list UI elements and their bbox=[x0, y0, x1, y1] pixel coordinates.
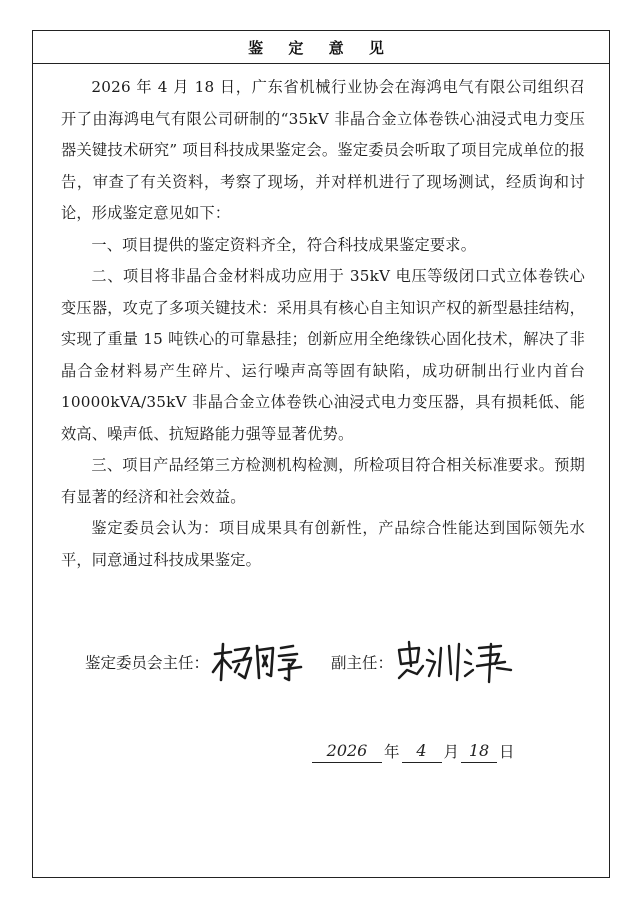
opinion-body bbox=[33, 64, 609, 576]
signature-row bbox=[85, 640, 523, 684]
paragraph-conclusion: 鉴定委员会认为：项目成果具有创新性，产品综合性能达到国际领先水平，同意通过科技成果鉴定。 bbox=[61, 519, 585, 569]
date-month: 4 bbox=[402, 740, 442, 763]
paragraph-point-2: 二、项目将非晶合金材料成功应用于 35kV 电压等级闭口式立体卷铁心变压器，攻克了多项关键技术：采用具有核心自主知识产权的新型悬挂结构，实现了重量 15 吨铁心的可靠悬挂；创新应用全绝缘铁心固化技术，解决了非晶合金材料易产生碎片、运行噪声高等固有缺陷，成功研制出行业内首台 10000kVA/35kV 非晶合金立体卷铁心油浸式电力变压器，具有损耗低、能效高、噪声低、抗短路能力强等显著优势。 bbox=[61, 267, 585, 443]
paragraph-point-3: 三、项目产品经第三方检测机构检测，所检项目符合相关标准要求。预期有显著的经济和社会效益。 bbox=[61, 456, 585, 506]
date-year: 2026 bbox=[312, 740, 382, 763]
paragraph-point-1: 一、项目提供的鉴定资料齐全，符合科技成果鉴定要求。 bbox=[91, 235, 477, 254]
vice-chair-label: 副主任： bbox=[331, 654, 394, 672]
year-unit: 年 bbox=[384, 743, 400, 761]
day-unit: 日 bbox=[499, 743, 515, 761]
paragraph-intro: 2026 年 4 月 18 日，广东省机械行业协会在海鸿电气有限公司组织召开了由海鸿电气有限公司研制的“35kV 非晶合金立体卷铁心油浸式电力变压器关键技术研究” 项目科技成果鉴定会。鉴定委员会听取了项目完成单位的报告，审查了有关资料，考察了现场，并对样机进行了现场测试，经质询和讨论，形成鉴定意见如下： bbox=[61, 78, 585, 222]
date-day: 18 bbox=[461, 740, 497, 763]
chair-signature bbox=[209, 640, 309, 684]
vice-chair-signature bbox=[393, 640, 523, 684]
form-title: 鉴 定 意 见 bbox=[248, 38, 394, 57]
date-row bbox=[312, 740, 517, 763]
chair-label: 鉴定委员会主任： bbox=[85, 654, 210, 672]
month-unit: 月 bbox=[443, 743, 460, 761]
header-row bbox=[33, 31, 609, 64]
